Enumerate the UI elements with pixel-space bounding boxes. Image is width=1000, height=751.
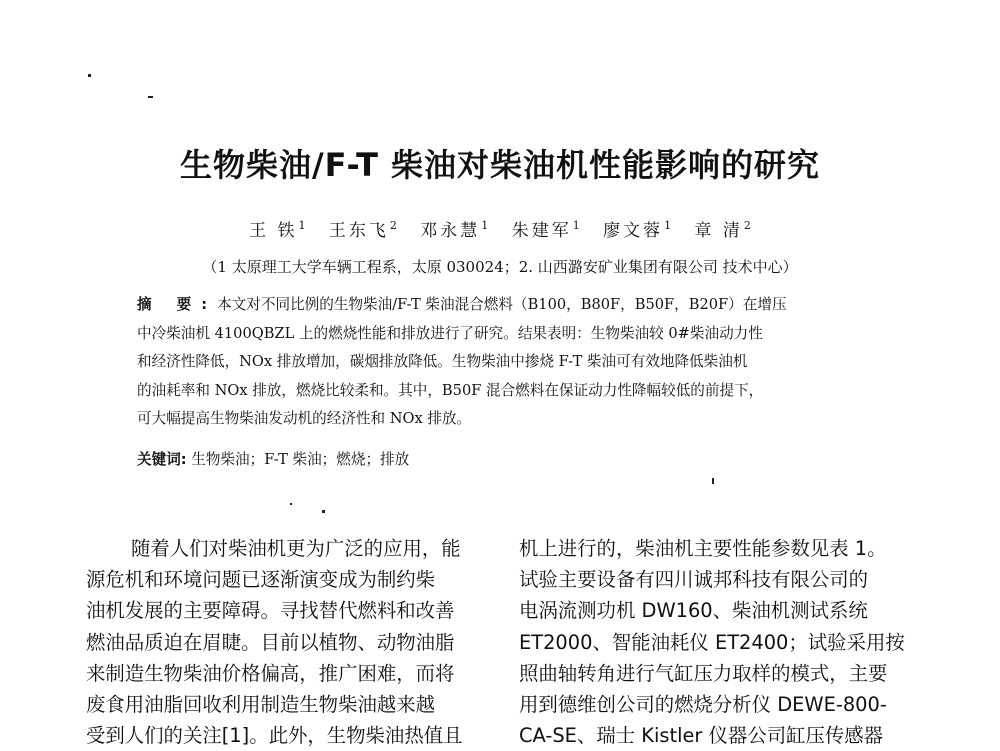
body-line: 试验主要设备有四川诚邦科技有限公司的 — [519, 568, 869, 592]
body-line: 机上进行的，柴油机主要性能参数见表 1。 — [519, 537, 887, 560]
scan-speck — [88, 74, 91, 77]
affiliation: （1 太原理工大学车辆工程系，太原 030024；2. 山西潞安矿业集团有限公司 技术中心） — [202, 258, 798, 276]
body-line: 受到人们的关注[1]。此外，生物柴油热值且 — [86, 724, 463, 748]
body-line: 随着人们对柴油机更为广泛的应用，能 — [131, 537, 461, 560]
body-line: 燃油品质迫在眉睫。目前以植物、动物油脂 — [86, 630, 455, 654]
author: 邓永慧$^1$ — [420, 219, 489, 241]
abstract — [137, 291, 867, 434]
author: 王东飞$^2$ — [328, 219, 397, 241]
scan-speck — [322, 510, 325, 513]
author: 章 清$^2$ — [694, 219, 751, 241]
body-line: 照曲轴转角进行气缸压力取样的模式，主要 — [519, 661, 888, 685]
body-line: 来制造生物柴油价格偏高，推广困难，而将 — [86, 661, 455, 685]
abstract-label: 摘 要: — [137, 296, 218, 313]
body-line: 源危机和环境问题已逐渐演变成为制约柴 — [86, 568, 436, 592]
abstract-line: 摘 要:本文对不同比例的生物柴油/F-T 柴油混合燃料（B100，B80F，B50F，B20F）在增压 — [137, 296, 787, 313]
author: 王 铁$^1$ — [249, 219, 306, 241]
body-column-left — [86, 533, 488, 751]
scan-speck — [290, 503, 292, 505]
body-line: ET2000、智能油耗仪 ET2400；试验采用按 — [519, 630, 905, 654]
abstract-line: 的油耗率和 NOx 排放，燃烧比较柔和。其中，B50F 混合燃料在保证动力性降幅较低的前提下， — [137, 381, 764, 399]
abstract-line: 和经济性降低，NOx 排放增加，碳烟排放降低。生物柴油中掺烧 F-T 柴油可有效地降低柴油机 — [137, 353, 748, 371]
keywords — [137, 448, 409, 469]
scan-speck — [712, 478, 714, 484]
abstract-line: 可大幅提高生物柴油发动机的经济性和 NOx 排放。 — [137, 410, 472, 428]
body-column-right — [519, 533, 921, 751]
body-line: 用到德维创公司的燃烧分析仪 DEWE-800- — [519, 693, 887, 717]
body-line: 废食用油脂回收利用制造生物柴油越来越 — [86, 693, 436, 717]
scan-speck — [148, 96, 153, 98]
author: 廖文蓉$^1$ — [603, 219, 672, 241]
body-line: CA-SE、瑞士 Kistler 仪器公司缸压传感器 — [519, 724, 884, 748]
keywords-text: 生物柴油；F-T 柴油；燃烧；排放 — [191, 451, 410, 468]
body-line: 油机发展的主要障碍。寻找替代燃料和改善 — [86, 599, 455, 623]
author: 朱建军$^1$ — [511, 219, 580, 241]
keywords-label: 关键词: — [137, 451, 187, 468]
abstract-line: 中冷柴油机 4100QBZL 上的燃烧性能和排放进行了研究。结果表明：生物柴油较 0#柴油动力性 — [137, 324, 763, 342]
paper-title: 生物柴油/F-T 柴油对柴油机性能影响的研究 — [179, 146, 821, 184]
body-line: 电涡流测功机 DW160、柴油机测试系统 — [519, 599, 868, 623]
author-list — [0, 216, 1000, 241]
